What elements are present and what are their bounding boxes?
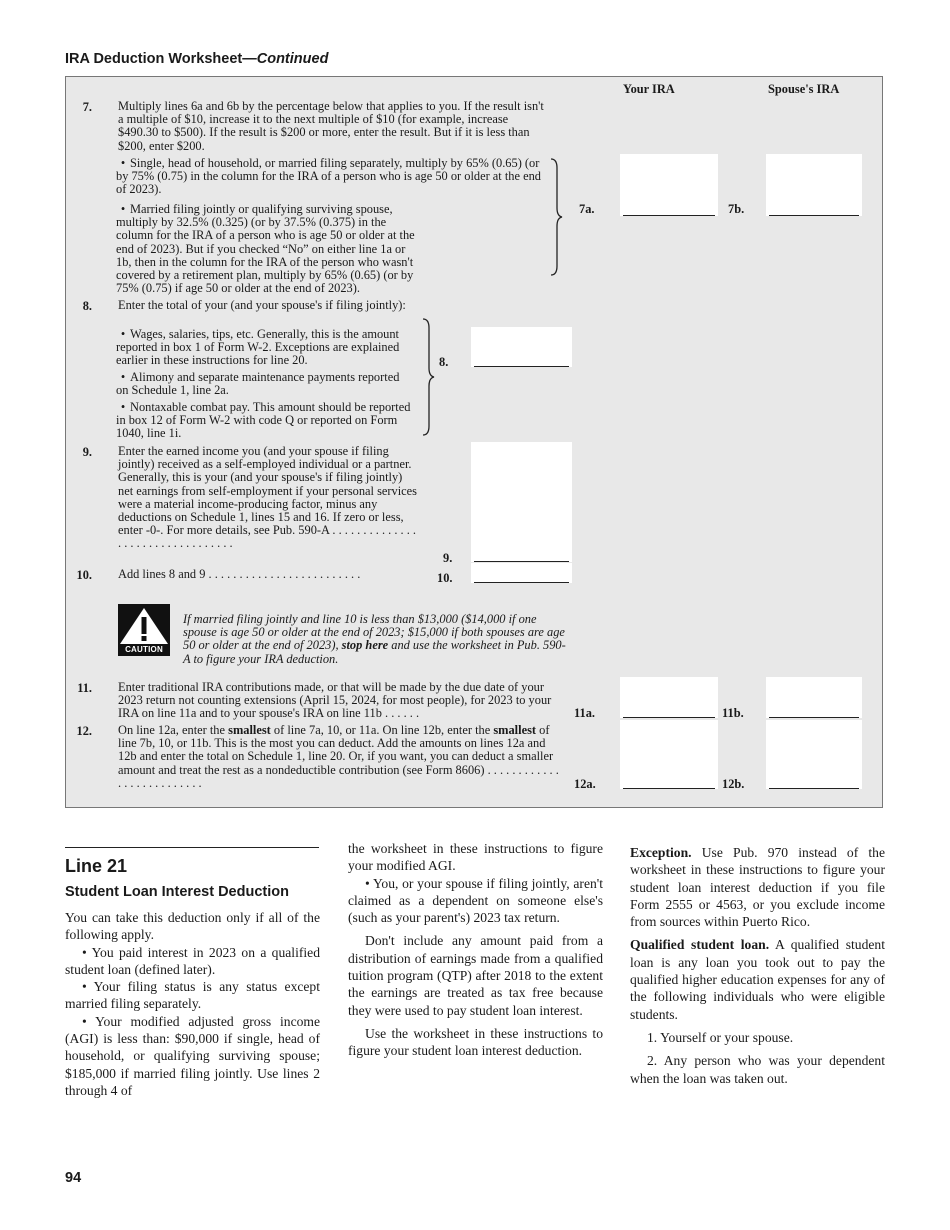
line-8-entry-box[interactable] [471,327,572,367]
line-12a-label: 12a. [574,777,596,791]
line-8-bullet-1: • Wages, salaries, tips, etc. Generally, this is the amount reported in box 1 of Form W-2. Exceptions are explained earlier in these instructions for line 20. [116,327,400,368]
line-9-number: 9. [82,445,92,459]
line-11b-label: 11b. [722,706,744,720]
line-9-entry-box[interactable] [471,442,572,562]
col3-exception: Exception. Use Pub. 970 instead of the worksheet in these instructions to figure your student loan interest deduction if you file Form 2555 or 4563, or you exclude income from sources within Puerto Rico. [630,845,885,930]
line-12b-entry-box[interactable] [766,720,862,789]
line-12b-label: 12b. [722,777,745,791]
line-8-bullet-2: • Alimony and separate maintenance payments reported on Schedule 1, line 2a. [116,370,400,398]
line-10-label: 10. [437,571,453,585]
line-7-number: 7. [82,100,92,114]
line-11-number: 11. [77,681,92,695]
line-7-bullet-1: • Single, head of household, or married filing separately, multiply by 65% (0.65) (or by 75% (0.75) in the column for the IRA of a person who is age 50 or older at the end of 2023). [116,156,541,197]
caution-icon-label: CAUTION [125,645,163,654]
line-11-text: Enter traditional IRA contributions made, or that will be made by the due date of your 2023 return not counting extensions (April 15, 2024, for most people), for 2023 to your IRA on line 11a and to your spouse's IRA on line 11b . . . . . . [118,680,552,721]
line-12-number: 12. [76,724,92,738]
line-11a-label: 11a. [574,706,595,720]
column-header-spouse-ira: Spouse's IRA [768,82,840,96]
line-7a-label: 7a. [579,202,595,216]
col1-bullet-2: • Your filing status is any status except married filing separately. [65,979,321,1012]
line-8-bullet-3: • Nontaxable combat pay. This amount should be reported in box 12 of Form W-2 with code Q or reported on Form 1040, line 1i. [116,400,411,441]
line-9-label: 9. [443,551,453,565]
section-heading: Line 21 [65,856,128,876]
line-11b-entry-box[interactable] [766,677,862,718]
col3-item-1: 1. Yourself or your spouse. [647,1029,794,1045]
line-7-bullet-2: • Married filing jointly or qualifying surviving spouse, multiply by 32.5% (0.325) (or by 37.5% (0.375) in the column for the IRA of a person who is age 50 or older at the end of 2023). But if you checked “No” on either line 1a or 1b, then in the column for the IRA of the person who wasn't covered by a retirement plan, multiply by 65% (0.65) (or by 75% (0.75) if age 50 or older at the end of 2023). [116,202,415,296]
col3-qualified-loan: Qualified student loan. A qualified student loan is any loan you took out to pay the qualified higher education expenses for any of the following individuals who were eligible students. [630,937,885,1022]
section-subheading: Student Loan Interest Deduction [65,884,289,900]
col2-continued: the worksheet in these instructions to figure your modified AGI. [348,841,603,874]
text-column-1 [65,909,320,1099]
line-8-label: 8. [439,355,449,369]
caution-text: If married filing jointly and line 10 is less than $13,000 ($14,000 if one spouse is age 50 or older at the end of 2023; $15,000 if both spouses are age 50 or older at the end of 2023), stop here and use the worksheet in Pub. 590-A to figure your IRA deduction. [183,612,566,666]
text-column-2 [348,840,603,1066]
line-10-number: 10. [76,568,92,582]
caution-icon [118,604,170,656]
line-7b-label: 7b. [728,202,745,216]
line-8-brace [421,318,435,436]
line-8-number: 8. [82,299,92,313]
col2-paragraph-worksheet: Use the worksheet in these instructions to figure your student loan interest deduction. [348,1025,603,1059]
col1-intro: You can take this deduction only if all of the following apply. [65,910,320,943]
col3-item-2: 2. Any person who was your dependent when the loan was taken out. [630,1053,885,1086]
line-10-entry-box[interactable] [471,563,572,583]
col1-bullet-1: • You paid interest in 2023 on a qualified student loan (defined later). [65,944,320,977]
line-8-text: Enter the total of your (and your spouse's if filing jointly): [118,298,406,312]
line-11a-entry-box[interactable] [620,677,718,718]
line-7-text: Multiply lines 6a and 6b by the percentage below that applies to you. If the result isn't a multiple of $10, increase it to the next multiple of $10 (for example, increase $490.30 to $500). If the result is $200 or more, enter the result. But if it is less than $200, enter $200. [118,99,544,153]
column-header-your-ira: Your IRA [623,82,675,96]
warning-triangle-icon [118,606,170,646]
col2-paragraph-qtp: Don't include any amount paid from a distribution of earnings made from a qualified tuition program (QTP) after 2018 to the extent the earnings are treated as tax free because they were used to pay student loan interest. [348,933,603,1018]
text-column-3 [630,844,885,1093]
line-7b-entry-box[interactable] [766,154,862,216]
line-10-text: Add lines 8 and 9 . . . . . . . . . . . . . . . . . . . . . . . . . [118,567,361,581]
section-rule [65,847,319,848]
col2-bullet-4: • You, or your spouse if filing jointly, aren't claimed as a dependent on someone else's (such as your parent's) 2023 tax return. [348,875,603,926]
page-number: 94 [65,1170,82,1186]
line-12a-entry-box[interactable] [620,720,718,789]
col1-bullet-3: • Your modified adjusted gross income (AGI) is less than: $90,000 if single, head of household, or qualifying surviving spouse; $185,000 if married filing jointly. Use lines 2 through 4 of [65,1013,321,1098]
line-9-text: Enter the earned income you (and your spouse if filing jointly) received as a self-employed individual or a partner. Generally, this is your (and your spouse's if filing jointly) net earnings from self-employment if your personal services were a material income-producing factor, minus any deductions on Schedule 1, lines 15 and 16. If zero or less, enter -0-. For more details, see Pub. 590-A . . . . . . . . . . . . . . . . . . . . . . . . . . . . . . . . . [118,444,418,551]
line-12-text: On line 12a, enter the smallest of line 7a, 10, or 11a. On line 12b, enter the smallest of line 7b, 10, or 11b. This is the most you can deduct. Add the amounts on lines 12a and 12b and enter the total on Schedule 1, line 20. Or, if you want, you can deduct a smaller amount and treat the rest as a nondeductible contribution (see Form 8606) . . . . . . . . . . . . . . . . . . . . . . . . . . [118,723,559,790]
worksheet-title: IRA Deduction Worksheet—Continued [65,51,329,67]
line-7-brace [549,158,563,276]
line-7a-entry-box[interactable] [620,154,718,216]
